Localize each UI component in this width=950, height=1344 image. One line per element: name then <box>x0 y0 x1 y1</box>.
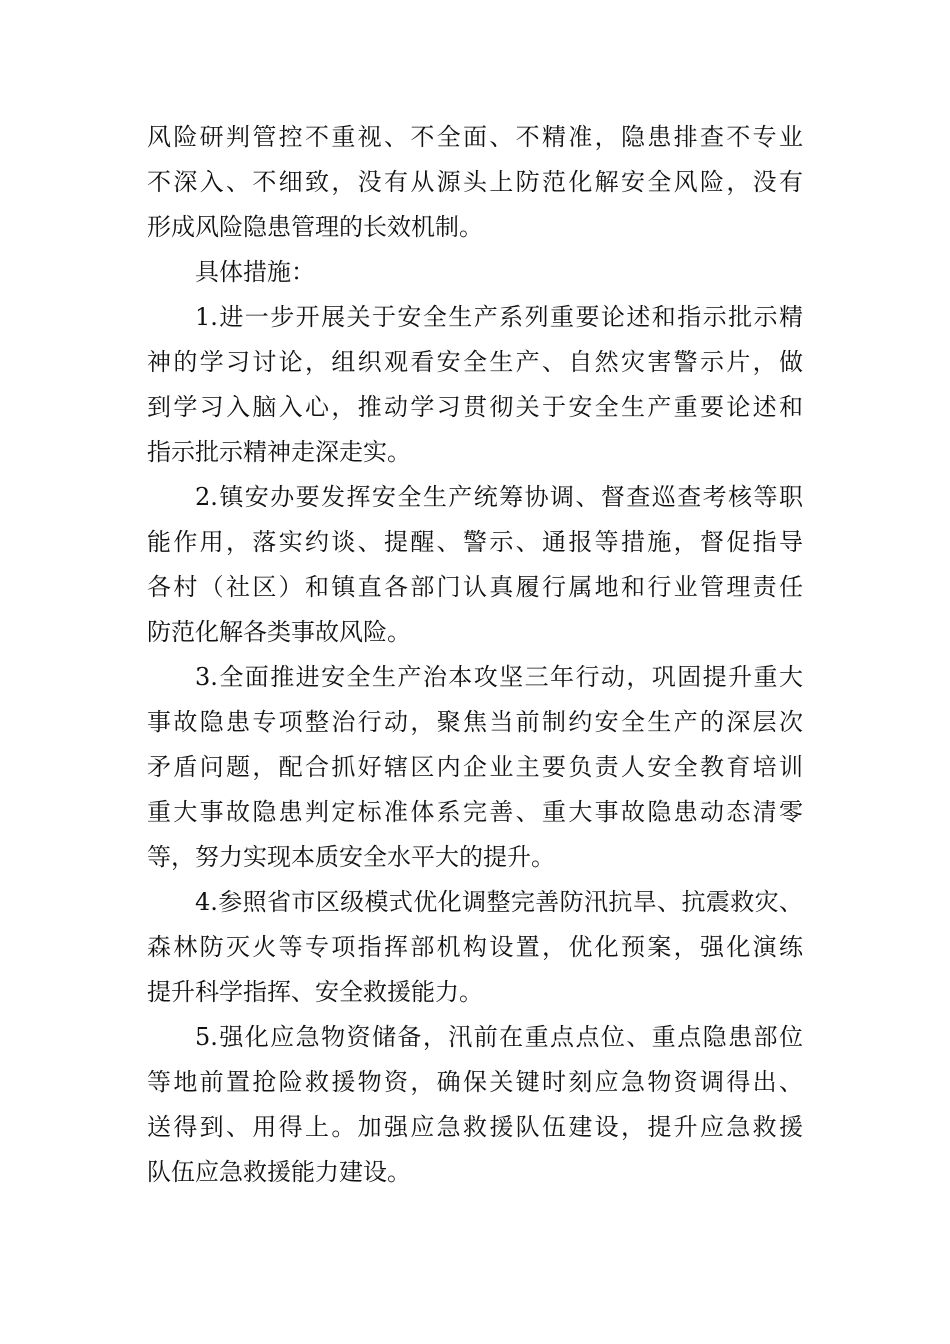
paragraph-5-line: 重大事故隐患判定标准体系完善、重大事故隐患动态清零 <box>147 798 803 826</box>
paragraph-7-line: 送得到、用得上。加强应急救援队伍建设，提升应急救援 <box>147 1113 803 1141</box>
paragraph-1-line: 风险研判管控不重视、不全面、不精准，隐患排查不专业 <box>147 123 803 151</box>
paragraph-4-line: 防范化解各类事故风险。 <box>147 618 411 646</box>
paragraph-4-line: 能作用，落实约谈、提醒、警示、通报等措施，督促指导 <box>147 528 803 556</box>
paragraph-5-line: 等，努力实现本质安全水平大的提升。 <box>147 843 555 871</box>
paragraph-4-line: 2.镇安办要发挥安全生产统筹协调、督查巡查考核等职 <box>195 483 803 511</box>
paragraph-7-line: 5.强化应急物资储备，汛前在重点点位、重点隐患部位 <box>195 1023 803 1051</box>
paragraph-6-line: 4.参照省市区级模式优化调整完善防汛抗旱、抗震救灾、 <box>195 888 803 916</box>
paragraph-5-line: 3.全面推进安全生产治本攻坚三年行动，巩固提升重大 <box>195 663 803 691</box>
paragraph-3-line: 神的学习讨论，组织观看安全生产、自然灾害警示片，做 <box>147 348 803 376</box>
paragraph-3-line: 1.进一步开展关于安全生产系列重要论述和指示批示精 <box>195 303 803 331</box>
paragraph-3-line: 指示批示精神走深走实。 <box>147 438 411 466</box>
paragraph-7-line: 队伍应急救援能力建设。 <box>147 1158 411 1186</box>
paragraph-3-line: 到学习入脑入心，推动学习贯彻关于安全生产重要论述和 <box>147 393 803 421</box>
paragraph-1-line: 形成风险隐患管理的长效机制。 <box>147 213 483 241</box>
paragraph-1-line: 不深入、不细致，没有从源头上防范化解安全风险，没有 <box>147 168 803 196</box>
paragraph-6-line: 提升科学指挥、安全救援能力。 <box>147 978 483 1006</box>
paragraph-5-line: 矛盾问题，配合抓好辖区内企业主要负责人安全教育培训 <box>147 753 803 781</box>
paragraph-2-line: 具体措施： <box>195 258 315 286</box>
paragraph-4-line: 各村（社区）和镇直各部门认真履行属地和行业管理责任 <box>147 573 803 601</box>
paragraph-5-line: 事故隐患专项整治行动，聚焦当前制约安全生产的深层次 <box>147 708 803 736</box>
paragraph-7-line: 等地前置抢险救援物资，确保关键时刻应急物资调得出、 <box>147 1068 803 1096</box>
paragraph-6-line: 森林防灭火等专项指挥部机构设置，优化预案，强化演练 <box>147 933 803 961</box>
